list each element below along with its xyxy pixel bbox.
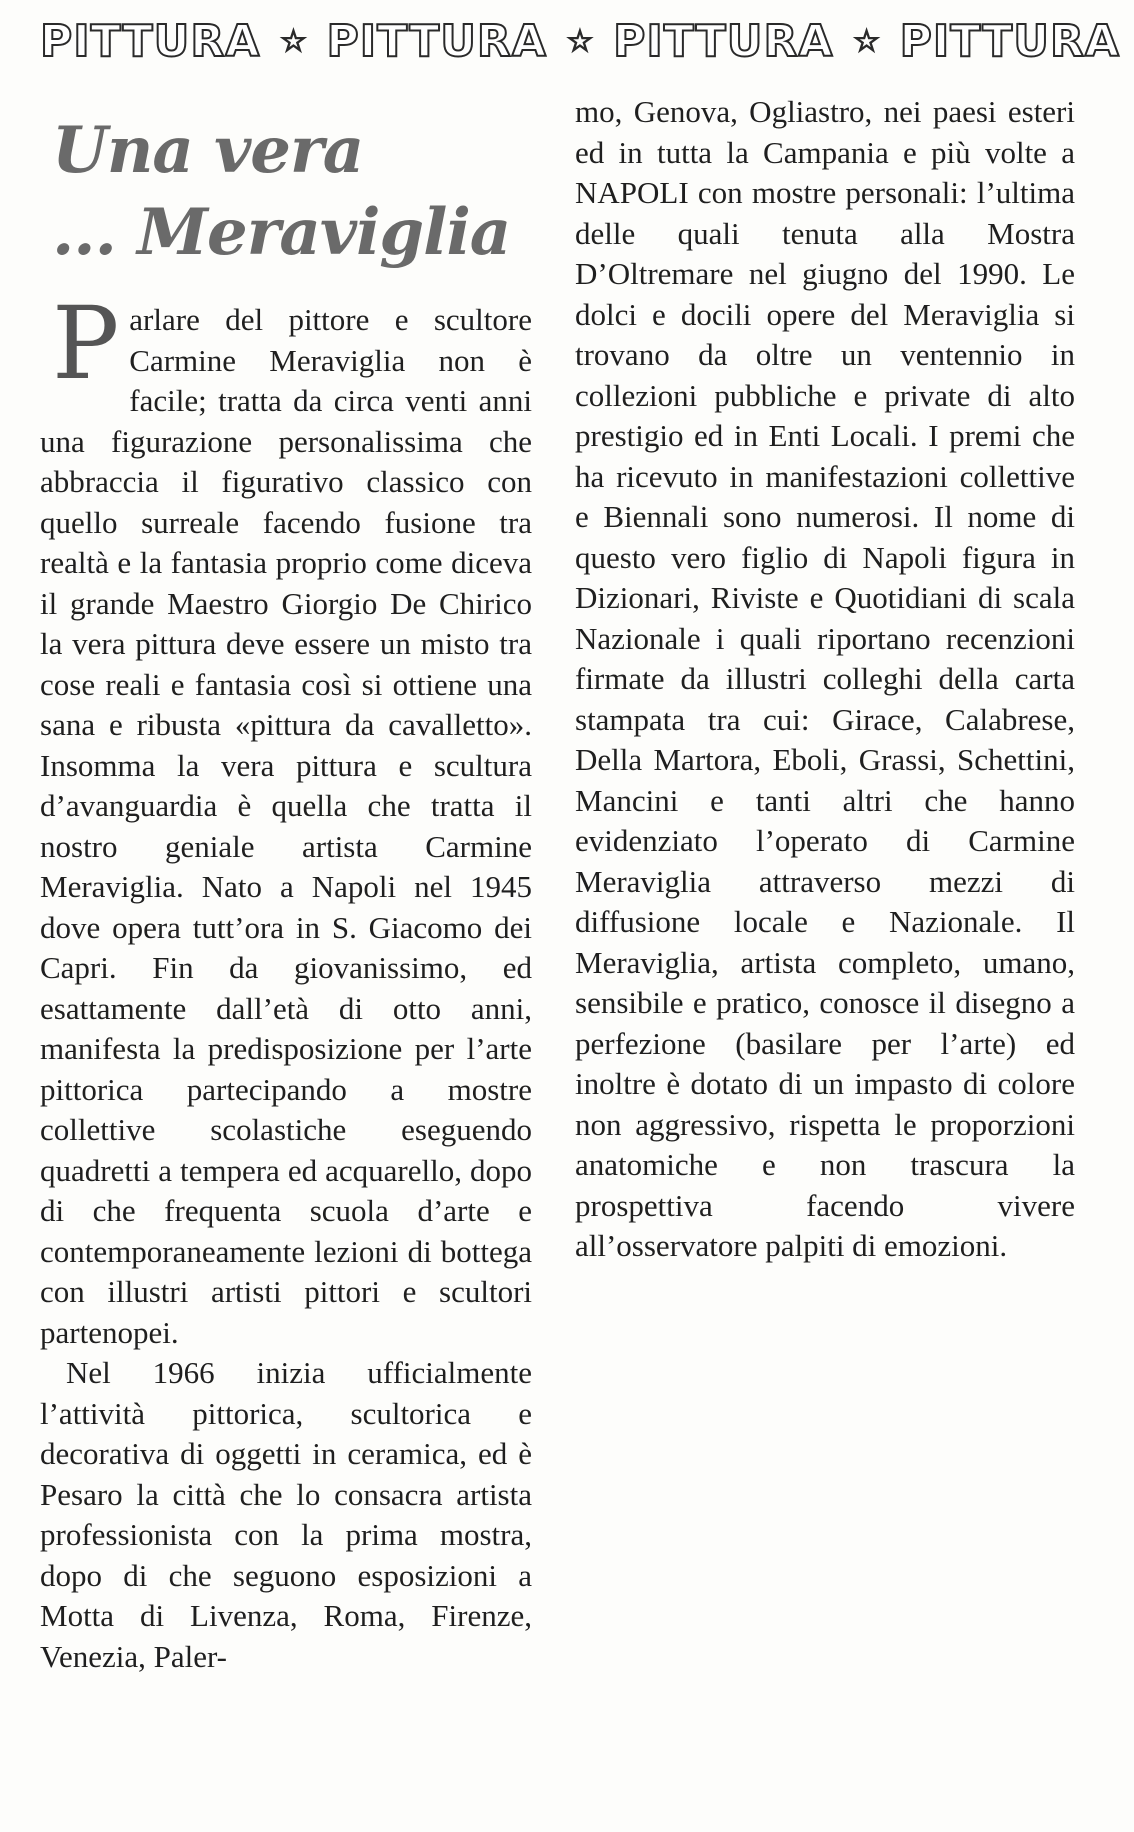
paragraph-1-text: arlare del pittore e scultore Carmine Meraviglia non è facile; tratta da circa venti anni una figurazione personalissima che abbraccia il figurativo classico con quello surreale facendo fusione tra realtà e la fantasia proprio come diceva il grande Maestro Giorgio De Chirico la vera pittura deve essere un misto tra cose reali e fantasia così si ottiene una sana e ribusta «pittura da cavalletto». Insomma la vera pittura e scultura d’avanguardia è quella che tratta il nostro geniale artista Carmine Meraviglia. Nato a Napoli nel 1945 dove opera tutt’ora in S. Giacomo dei Capri. Fin da giovanissimo, ed esattamente dall’età di otto anni, manifesta la predisposizione per l’arte pittorica partecipando a mostre collettive scolastiche eseguendo quadretti a tempera ed acquarello, dopo di che frequenta scuola d’arte e contemporaneamente lezioni di bottega con illustri artisti pittori e scultori partenopei. [40, 302, 532, 1350]
header-word: PITTURA [613, 16, 834, 67]
section-header [40, 14, 1120, 70]
star-icon: ☆ [853, 24, 880, 59]
header-word: PITTURA [326, 16, 547, 67]
right-column [575, 92, 1075, 1267]
paragraph-1 [40, 285, 532, 1353]
star-icon: ☆ [566, 24, 594, 59]
title-line-2: ... Meraviglia [52, 195, 511, 270]
header-word: PITTURA [40, 16, 261, 67]
header-word: PITTURA [899, 16, 1120, 67]
article-title [52, 110, 512, 274]
paragraph-2: Nel 1966 inizia ufficialmente l’attività pittorica, scultorica e decorativa di oggetti in ceramica, ed è Pesaro la città che lo consacra artista professionista con la prima mostra, dopo di che seguono esposizioni a Motta di Livenza, Roma, Firenze, Venezia, Paler- [40, 1355, 532, 1674]
left-column [40, 285, 532, 1677]
drop-cap: P [52, 285, 120, 402]
paragraph-3: mo, Genova, Ogliastro, nei paesi esteri ed in tutta la Campania e più volte a NAPOLI con mostre personali: l’ultima delle quali tenuta alla Mostra D’Oltremare nel giugno del 1990. Le dolci e docili opere del Meraviglia si trovano da oltre un ventennio in collezioni pubbliche e private di alto prestigio ed in Enti Locali. I premi che ha ricevuto in manifestazioni collettive e Biennali sono numerosi. Il nome di questo vero figlio di Napoli figura in Dizionari, Riviste e Quotidiani di scala Nazionale i quali riportano recenzioni firmate da illustri colleghi della carta stampata tra cui: Girace, Calabrese, Della Martora, Eboli, Grassi, Schettini, Mancini e tanti altri che hanno evidenziato l’operato di Carmine Meraviglia attraverso mezzi di diffusione locale e Nazionale. Il Meraviglia, artista completo, umano, sensibile e pratico, conosce il disegno a perfezione (basilare per l’arte) ed inoltre è dotato di un impasto di colore non aggressivo, rispetta le proporzioni anatomiche e non trascura la prospettiva facendo vivere all’osservatore palpiti di emozioni. [575, 94, 1075, 1263]
star-icon: ☆ [279, 24, 307, 59]
title-line-1: Una vera [52, 113, 364, 188]
